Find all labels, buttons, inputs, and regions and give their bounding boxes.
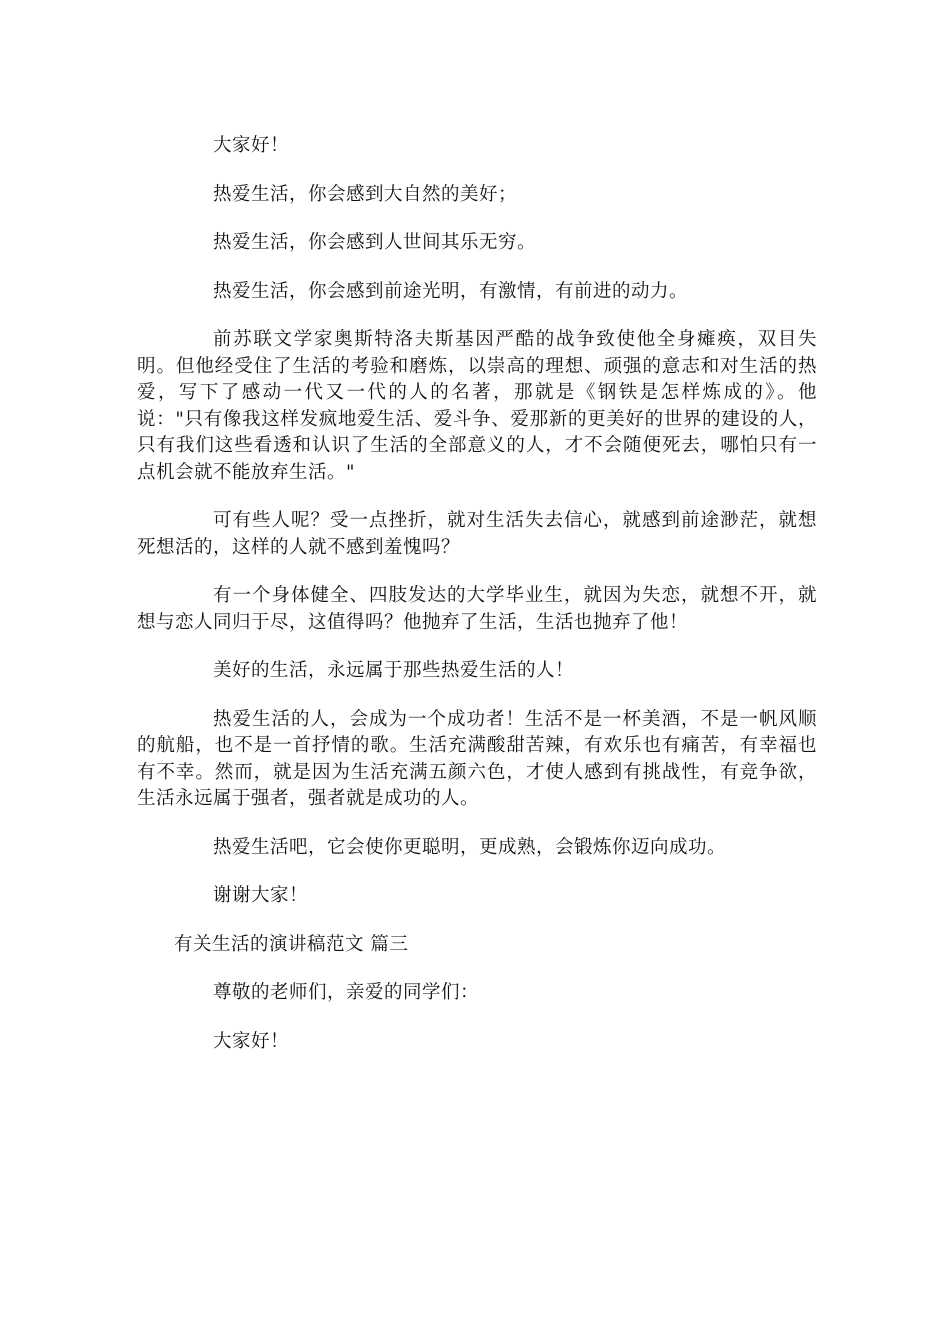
paragraph-beautiful-life: 美好的生活，永远属于那些热爱生活的人！ bbox=[213, 660, 575, 681]
paragraph-future: 热爱生活，你会感到前途光明，有激情，有前进的动力。 bbox=[213, 280, 689, 302]
paragraph-setbacks: 可有些人呢？受一点挫折，就对生活失去信心，就感到前途渺茫，就想死想活的，这样的人就不感到羞愧吗？ bbox=[137, 510, 817, 558]
paragraph-love-life: 热爱生活吧，它会使你更聪明，更成熟，会锻炼你迈向成功。 bbox=[213, 836, 727, 858]
paragraph-graduate: 有一个身体健全、四肢发达的大学毕业生，就因为失恋，就想不开，就想与恋人同归于尽，这值得吗？他抛弃了生活，生活也抛弃了他！ bbox=[137, 585, 817, 633]
paragraph-ostrovsky: 前苏联文学家奥斯特洛夫斯基因严酷的战争致使他全身瘫痪，双目失明。但他经受住了生活的考验和磨炼，以崇高的理想、顽强的意志和对生活的热爱，写下了感动一代又一代的人的名著，那就是《钢铁是怎样炼成的》。他说："只有像我这样发疯地爱生活、爱斗争、爱那新的更美好的世界的建设的人，只有我们这些看透和认识了生活的全部意义的人，才不会随便死去，哪怕只有一点机会就不能放弃生活。" bbox=[137, 329, 817, 483]
paragraph-world: 热爱生活，你会感到人世间其乐无穷。 bbox=[213, 232, 537, 253]
document-body bbox=[137, 133, 817, 1077]
paragraph-success: 热爱生活的人，会成为一个成功者！生活不是一杯美酒，不是一帆风顺的航船，也不是一首抒情的歌。生活充满酸甜苦辣，有欢乐也有痛苦，有幸福也有不幸。然而，就是因为生活充满五颜六色，才使人感到有挑战性，有竞争欲，生活永远属于强者，强者就是成功的人。 bbox=[137, 708, 817, 809]
paragraph-thanks: 谢谢大家！ bbox=[213, 885, 309, 906]
paragraph-greeting-2: 大家好！ bbox=[213, 1030, 290, 1052]
paragraph-nature: 热爱生活，你会感到大自然的美好； bbox=[213, 183, 518, 205]
paragraph-greeting: 大家好！ bbox=[213, 135, 290, 156]
section-heading: 有关生活的演讲稿范文 篇三 bbox=[174, 933, 409, 955]
paragraph-salutation: 尊敬的老师们，亲爱的同学们： bbox=[213, 982, 480, 1003]
